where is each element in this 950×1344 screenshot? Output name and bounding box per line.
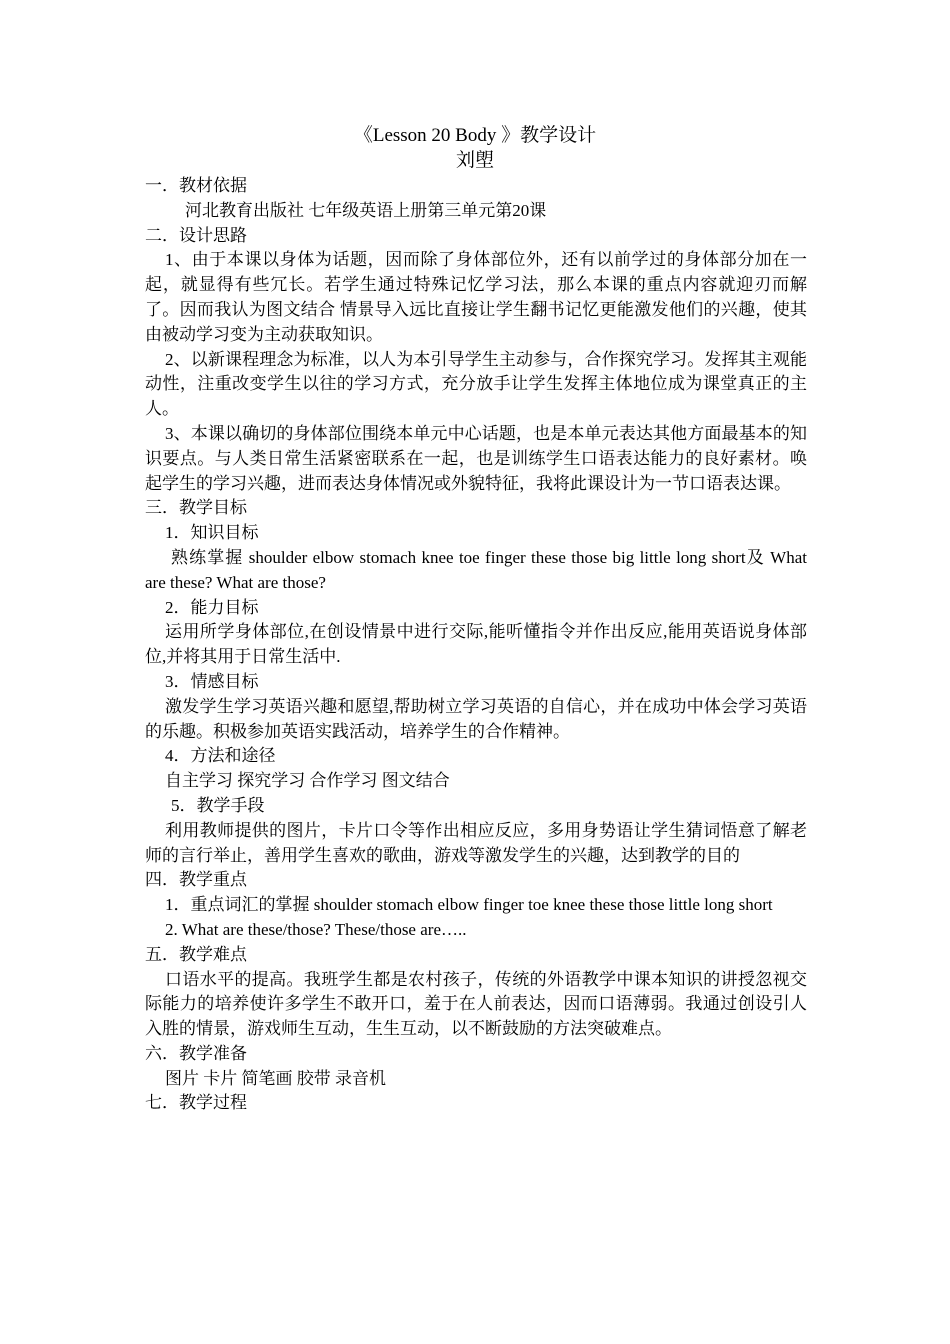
section-2-paragraph-2: 2、以新课程理念为标准，以人为本引导学生主动参与，合作探究学习。发挥其主观能动性，注重改变学生以往的学习方式，充分放手让学生发挥主体地位成为课堂真正的主人。 (145, 349, 807, 419)
document-body (145, 174, 807, 1116)
objective-5-text: 利用教师提供的图片，卡片口令等作出相应反应，多用身势语让学生猜词悟意了解老师的言行举止，善用学生喜欢的歌曲，游戏等激发学生的兴趣，达到教学的目的 (145, 820, 807, 865)
key-point-1: 1．重点词汇的掌握 shoulder stomach elbow finger toe knee these those little long short (165, 895, 773, 915)
section-heading-4: 四．教学重点 (145, 870, 247, 890)
section-heading-7: 七．教学过程 (145, 1093, 247, 1113)
document-title: 《Lesson 20 Body 》教学设计 (353, 125, 597, 146)
document-author: 刘塱 (455, 150, 494, 171)
key-point-2: 2. What are these/those? These/those are….. (165, 919, 467, 939)
objective-4-heading: 4．方法和途径 (165, 746, 276, 766)
section-2-paragraph-3: 3、本课以确切的身体部位围绕本单元中心话题，也是本单元表达其他方面最基本的知识要点。与人类日常生活紧密联系在一起，也是训练学生口语表达能力的良好素材。唤起学生的学习兴趣，进而表达身体情况或外貌特征，我将此课设计为一节口语表达课。 (145, 423, 807, 493)
section-heading-2: 二．设计思路 (145, 225, 247, 245)
section-2-paragraph-1: 1、由于本课以身体为话题，因而除了身体部位外，还有以前学过的身体部分加在一起，就显得有些冗长。若学生通过特殊记忆学习法，那么本课的重点内容就迎刃而解了。因而我认为图文结合 情景导入远比直接让学生翻书记忆更能激发他们的兴趣，使其由被动学习变为主动获取知识。 (145, 250, 807, 344)
objective-1-heading: 1．知识目标 (165, 523, 259, 543)
difficulty-text: 口语水平的提高。我班学生都是农村孩子，传统的外语教学中课本知识的讲授忽视交际能力的培养使许多学生不敢开口，羞于在人前表达，因而口语薄弱。我通过创设引人入胜的情景，游戏师生互动，生生互动，以不断鼓励的方法突破难点。 (145, 969, 807, 1039)
objective-2-heading: 2．能力目标 (165, 597, 259, 617)
preparation-text: 图片 卡片 简笔画 胶带 录音机 (165, 1068, 386, 1088)
objective-3-text: 激发学生学习英语兴趣和愿望,帮助树立学习英语的自信心，并在成功中体会学习英语的乐趣。积极参加英语实践活动，培养学生的合作精神。 (145, 696, 807, 741)
objective-3-heading: 3．情感目标 (165, 671, 259, 691)
section-heading-1: 一．教材依据 (145, 176, 247, 195)
objective-5-heading: 5．教学手段 (171, 795, 265, 815)
section-heading-5: 五．教学难点 (145, 944, 247, 964)
section-heading-6: 六．教学准备 (145, 1043, 247, 1063)
objective-1-text: 熟练掌握 shoulder elbow stomach knee toe finger these those big little long short及 What are these? What are those? (145, 547, 807, 592)
section-1-text: 河北教育出版社 七年级英语上册第三单元第20课 (185, 200, 547, 220)
section-heading-3: 三．教学目标 (145, 498, 247, 518)
objective-4-text: 自主学习 探究学习 合作学习 图文结合 (165, 771, 450, 791)
objective-2-text: 运用所学身体部位,在创设情景中进行交际,能听懂指令并作出反应,能用英语说身体部位,并将其用于日常生活中. (145, 622, 807, 667)
